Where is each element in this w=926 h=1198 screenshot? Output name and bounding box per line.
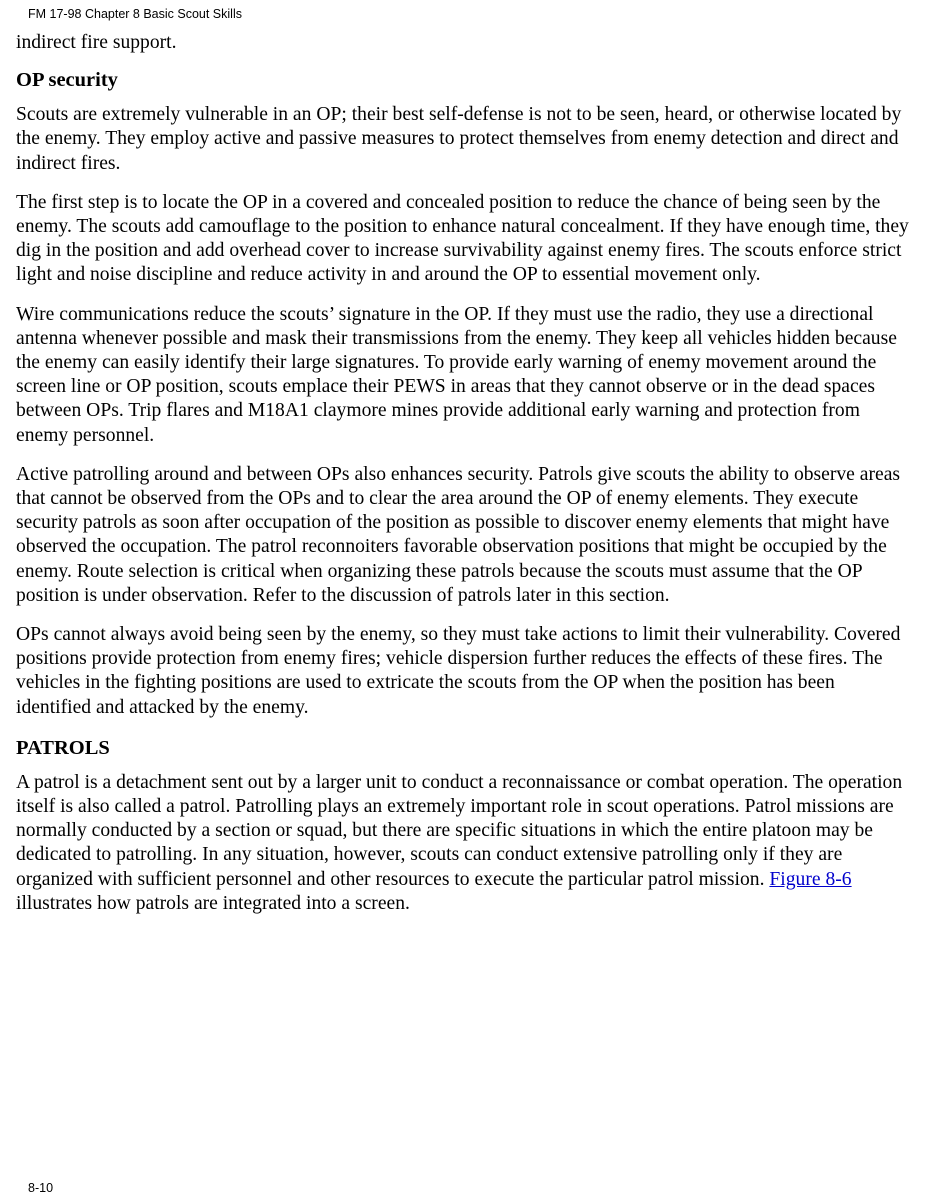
- section-heading-patrols: PATROLS: [16, 736, 110, 759]
- patrols-paragraph: [16, 771, 914, 916]
- section-heading-op-security: OP security: [16, 69, 118, 92]
- op-security-paragraph-4: Active patrolling around and between OPs also enhances security. Patrols give scouts the ability to observe areas that cannot be observed from the OPs and to clear the area around the OP of enemy elements. They execute security patrols as soon after occupation of the position as possible to discover enemy elements that might have observed the occupation. The patrol reconnoiters favorable observation positions that might be occupied by the enemy. Route selection is critical when organizing these patrols because the scouts must assume that the OP position is under observation. Refer to the discussion of patrols later in this section.: [16, 463, 901, 606]
- continuation-text: indirect fire support.: [16, 32, 177, 53]
- document-body: [16, 31, 914, 931]
- op-security-paragraph-5: OPs cannot always avoid being seen by the enemy, so they must take actions to limit their vulnerability. Covered positions provide protection from enemy fires; vehicle dispersion further reduces the effects of these fires. The vehicles in the fighting positions are used to extricate the scouts from the OP when the position has been identified and attacked by the enemy.: [16, 624, 901, 718]
- patrols-text-before-link: A patrol is a detachment sent out by a larger unit to conduct a reconnaissance or combat operation. The operation itself is also called a patrol. Patrolling plays an extremely important role in scout operations. Patrol missions are normally conducted by a section or squad, but there are specific situations in which the entire platoon may be dedicated to patrolling. In any situation, however, scouts can conduct extensive patrolling only if they are organized with sufficient personnel and other resources to execute the particular patrol mission.: [16, 771, 903, 890]
- op-security-paragraph-1: Scouts are extremely vulnerable in an OP; their best self-defense is not to be seen, heard, or otherwise located by the enemy. They employ active and passive measures to protect themselves from enemy detection and direct and indirect fires.: [16, 104, 902, 174]
- op-security-paragraph-2: The first step is to locate the OP in a covered and concealed position to reduce the chance of being seen by the enemy. The scouts add camouflage to the position to enhance natural concealment. If they have enough time, they dig in the position and add overhead cover to increase survivability against enemy fires. The scouts enforce strict light and noise discipline and reduce activity in and around the OP to essential movement only.: [16, 191, 909, 286]
- running-header: FM 17-98 Chapter 8 Basic Scout Skills: [28, 7, 242, 21]
- op-security-paragraph-3: Wire communications reduce the scouts’ signature in the OP. If they must use the radio, they use a directional antenna whenever possible and mask their transmissions from the enemy. They keep all vehicles hidden because the enemy can easily identify their large signatures. To provide early warning of enemy movement around the screen line or OP position, scouts emplace their PEWS in areas that they cannot observe or in the dead spaces between OPs. Trip flares and M18A1 claymore mines provide additional early warning and protection from enemy personnel.: [16, 303, 897, 446]
- patrols-text-after-link: illustrates how patrols are integrated into a screen.: [16, 892, 410, 914]
- page-number: 8-10: [28, 1181, 54, 1195]
- figure-8-6-link[interactable]: Figure 8-6: [769, 868, 852, 890]
